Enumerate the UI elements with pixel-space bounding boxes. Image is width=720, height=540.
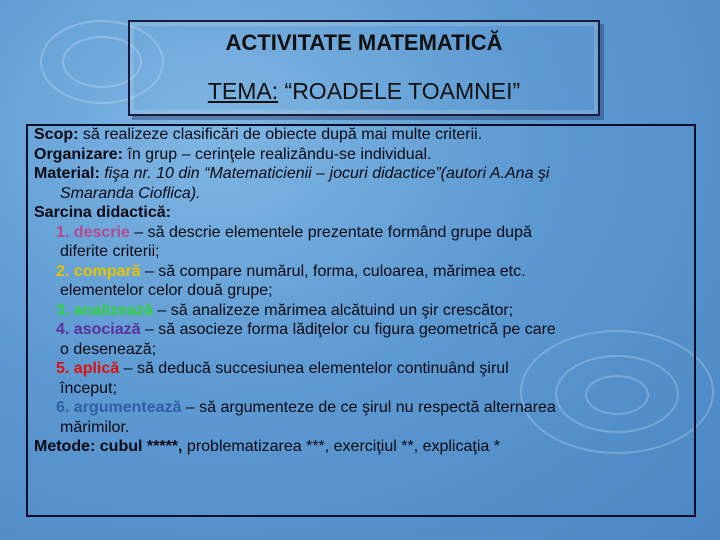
task-text: – să descrie elementele prezentate formând grupe după [129,223,532,241]
content-body [34,125,694,457]
task-text: – să deducă succesiunea elementelor continuând şirul [119,360,509,377]
material-line-continued: Smaranda Cioflica). [60,184,201,202]
material-label: Material: [34,165,100,182]
scop-line [34,125,694,145]
task-text: – să argumenteze de ce şirul nu respectă alternarea [181,399,556,416]
organizare-line [34,145,694,165]
material-text: fişa nr. 10 din “Matematicienii – jocuri didactice”(autori A.Ana şi [99,165,550,182]
scop-label: Scop: [34,126,79,143]
organizare-text: în grup – cerinţele realizându-se individual. [122,145,432,163]
task-verb [56,263,140,280]
task-list [34,223,694,438]
task-verb [56,224,130,241]
metode-label: Metode: cubul *****, [34,438,183,455]
task-verb-word: asociază [69,321,141,338]
task-text: – să compare numărul, forma, culoarea, mărimea etc. [140,262,526,280]
task-verb [56,321,141,338]
task-text: – să asocieze forma lădiţelor cu figura geometrică pe care [140,321,556,338]
task-text-continued: diferite criterii; [60,243,160,260]
task-item [34,223,694,243]
task-verb [56,302,153,319]
task-number: 3. [56,301,70,319]
theme-value: “ROADELE TOAMNEI” [278,78,521,104]
theme-label: TEMA: [207,78,279,104]
material-line [34,164,694,184]
task-number: 1. [56,223,70,241]
task-number: 5. [56,360,70,377]
task-verb-word: argumentează [69,399,182,416]
organizare-label: Organizare: [34,145,123,163]
task-text-continued: început; [60,379,117,397]
task-item [34,398,694,418]
scop-text: să realizeze clasificări de obiecte după mai multe criterii. [78,126,483,143]
task-item [34,301,694,321]
task-item [34,320,694,340]
task-text-continued: mărimilor. [60,418,130,436]
task-number: 2. [56,262,70,280]
slide-theme [128,78,600,105]
sarcina-label: Sarcina didactică: [34,204,171,221]
slide-title: ACTIVITATE MATEMATICĂ [225,30,503,55]
task-item [34,359,694,379]
metode-text: problematizarea ***, exerciţiul **, explicaţia * [182,438,500,455]
task-number: 4. [56,321,70,338]
task-text: – să analizeze mărimea alcătuind un şir crescător; [152,301,514,319]
task-verb-word: aplică [69,360,120,377]
task-text-continued: o desenează; [60,340,157,358]
task-verb-word: analizează [69,301,153,319]
task-item [34,262,694,282]
task-verb-word: compară [69,262,141,280]
metode-line [34,437,694,457]
task-number: 6. [56,399,70,416]
task-text-continued: elementelor celor două grupe; [60,282,273,299]
task-verb [56,360,119,377]
task-verb-word: descrie [69,223,130,241]
task-verb [56,399,181,416]
